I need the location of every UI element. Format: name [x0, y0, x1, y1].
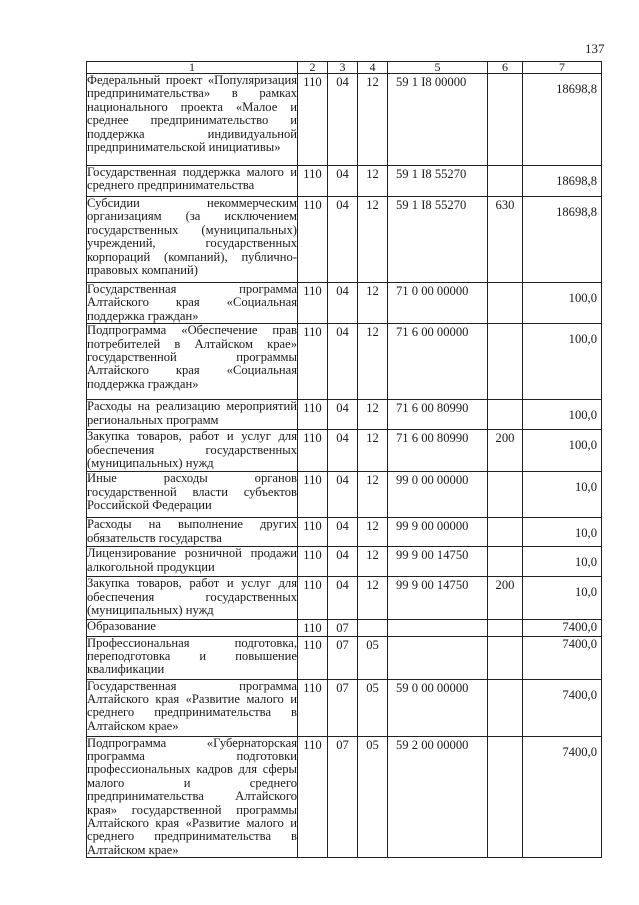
row-section-code: 04: [328, 577, 358, 620]
row-expense-type: [488, 679, 523, 736]
row-expense-type: [488, 620, 523, 636]
row-amount: 18698,8: [523, 197, 602, 283]
row-name: Профессиональная подготовка, переподготовка и повышение квалификации: [87, 636, 298, 679]
row-section-code: 07: [328, 620, 358, 636]
row-ministry-code: 110: [298, 472, 328, 518]
row-expense-type: [488, 400, 523, 430]
row-target-article: 99 9 00 14750: [388, 547, 488, 577]
table-row: [87, 577, 602, 620]
row-subsection-code: 12: [358, 430, 388, 472]
row-expense-type: 630: [488, 197, 523, 283]
row-amount: 10,0: [523, 518, 602, 547]
table-row: [87, 736, 602, 858]
table-row: [87, 472, 602, 518]
row-amount: 10,0: [523, 547, 602, 577]
table-row: [87, 547, 602, 577]
row-target-article: 99 9 00 14750: [388, 577, 488, 620]
table-header: [87, 62, 602, 74]
page-number: 137: [585, 41, 605, 56]
row-ministry-code: 110: [298, 547, 328, 577]
row-amount: 100,0: [523, 400, 602, 430]
row-name: Лицензирование розничной продажи алкогольной продукции: [87, 547, 298, 577]
row-amount: 18698,8: [523, 166, 602, 197]
row-ministry-code: 110: [298, 430, 328, 472]
row-target-article: 71 0 00 00000: [388, 283, 488, 324]
row-section-code: 04: [328, 324, 358, 400]
header-col-7: 7: [523, 62, 602, 74]
row-amount: 10,0: [523, 472, 602, 518]
row-expense-type: 200: [488, 577, 523, 620]
row-target-article: 59 1 I8 55270: [388, 166, 488, 197]
row-name: Государственная программа Алтайского края «Развитие малого и среднего предпринимательства в Алтайском крае»: [87, 679, 298, 736]
row-subsection-code: 12: [358, 518, 388, 547]
row-name: Образование: [87, 620, 298, 636]
row-subsection-code: 12: [358, 324, 388, 400]
row-section-code: 04: [328, 197, 358, 283]
table-row: [87, 518, 602, 547]
table-row: [87, 430, 602, 472]
row-expense-type: [488, 472, 523, 518]
row-amount: 7400,0: [523, 620, 602, 636]
row-subsection-code: 12: [358, 400, 388, 430]
row-target-article: 99 0 00 00000: [388, 472, 488, 518]
row-section-code: 04: [328, 472, 358, 518]
row-ministry-code: 110: [298, 636, 328, 679]
table-row: [87, 197, 602, 283]
row-expense-type: [488, 518, 523, 547]
table-row: [87, 636, 602, 679]
row-ministry-code: 110: [298, 166, 328, 197]
table-row: [87, 74, 602, 166]
row-subsection-code: 12: [358, 472, 388, 518]
row-subsection-code: 12: [358, 577, 388, 620]
row-subsection-code: 12: [358, 166, 388, 197]
row-section-code: 07: [328, 636, 358, 679]
row-name: Закупка товаров, работ и услуг для обеспечения государственных (муниципальных) нужд: [87, 577, 298, 620]
row-target-article: 59 1 I8 55270: [388, 197, 488, 283]
row-section-code: 04: [328, 547, 358, 577]
row-section-code: 07: [328, 679, 358, 736]
row-name: Государственная программа Алтайского края «Социальная поддержка граждан»: [87, 282, 297, 323]
row-amount: 7400,0: [523, 736, 602, 858]
row-amount: 18698,8: [523, 74, 602, 166]
table-row: [87, 283, 602, 324]
row-name: Подпрограмма «Обеспечение прав потребителей в Алтайском крае» государственной программы Алтайского края «Социальная поддержка граждан»: [87, 324, 298, 400]
table-row: [87, 324, 602, 400]
row-ministry-code: 110: [298, 400, 328, 430]
row-expense-type: [488, 636, 523, 679]
row-target-article: 99 9 00 00000: [388, 518, 488, 547]
table-row: [87, 620, 602, 636]
row-amount: 10,0: [523, 577, 602, 620]
row-section-code: 04: [328, 166, 358, 197]
row-subsection-code: 05: [358, 636, 388, 679]
row-amount: 100,0: [523, 430, 602, 472]
row-subsection-code: 05: [358, 679, 388, 736]
table-row: [87, 400, 602, 430]
row-expense-type: [488, 736, 523, 858]
header-row: [87, 62, 602, 74]
row-section-code: 04: [328, 74, 358, 166]
row-target-article: 59 2 00 00000: [388, 736, 488, 858]
row-name: Расходы на реализацию мероприятий региональных программ: [87, 400, 298, 430]
row-ministry-code: 110: [298, 620, 328, 636]
row-name: Расходы на выполнение других обязательств государства: [87, 518, 298, 547]
row-section-code: 07: [328, 736, 358, 858]
row-expense-type: [488, 324, 523, 400]
row-ministry-code: 110: [298, 197, 328, 283]
row-ministry-code: 110: [298, 74, 328, 166]
header-col-5: 5: [388, 62, 488, 74]
row-target-article: 71 6 00 80990: [388, 430, 488, 472]
row-name: Иные расходы органов государственной власти субъектов Российской Федерации: [87, 472, 298, 518]
budget-table: [86, 61, 602, 858]
row-section-code: 04: [328, 518, 358, 547]
table-body: [87, 74, 602, 858]
row-name: Федеральный проект «Популяризация предпринимательства» в рамках национального проекта «Малое и среднее предпринимательство и поддержка индивидуальной предпринимательской инициативы»: [87, 74, 298, 166]
row-expense-type: [488, 283, 523, 324]
row-expense-type: [488, 547, 523, 577]
header-col-3: 3: [328, 62, 358, 74]
row-ministry-code: 110: [298, 577, 328, 620]
row-target-article: 59 0 00 00000: [388, 679, 488, 736]
row-subsection-code: 05: [358, 736, 388, 858]
row-name: Закупка товаров, работ и услуг для обеспечения государственных (муниципальных) нужд: [87, 429, 297, 471]
row-expense-type: [488, 166, 523, 197]
row-name: Субсидии некоммерческим организациям (за исключением государственных (муниципальных) учреждений, государственных корпораций (компаний), публично-правовых компаний): [87, 197, 298, 283]
row-amount: 7400,0: [523, 679, 602, 736]
table-row: [87, 679, 602, 736]
header-col-4: 4: [358, 62, 388, 74]
table-row: [87, 166, 602, 197]
row-section-code: 04: [328, 430, 358, 472]
row-section-code: 04: [328, 283, 358, 324]
row-target-article: [388, 620, 488, 636]
row-expense-type: [488, 74, 523, 166]
header-col-2: 2: [298, 62, 328, 74]
row-ministry-code: 110: [298, 283, 328, 324]
row-amount: 100,0: [523, 324, 602, 400]
row-ministry-code: 110: [298, 518, 328, 547]
row-subsection-code: [358, 620, 388, 636]
row-ministry-code: 110: [298, 736, 328, 858]
row-name: Подпрограмма «Губернаторская программа подготовки профессиональных кадров для сферы малого и среднего предпринимательства Алтайского края» государственной программы Алтайского края «Развитие малого и среднего предпринимательства в Алтайском крае»: [87, 735, 297, 857]
row-amount: 7400,0: [523, 636, 602, 679]
row-section-code: 04: [328, 400, 358, 430]
row-target-article: 59 1 I8 00000: [388, 74, 488, 166]
header-col-1: 1: [87, 62, 298, 74]
row-expense-type: 200: [488, 430, 523, 472]
row-subsection-code: 12: [358, 74, 388, 166]
row-name: Государственная поддержка малого и среднего предпринимательства: [87, 166, 298, 197]
row-subsection-code: 12: [358, 283, 388, 324]
row-target-article: 71 6 00 80990: [388, 400, 488, 430]
row-ministry-code: 110: [298, 324, 328, 400]
row-ministry-code: 110: [298, 679, 328, 736]
row-subsection-code: 12: [358, 197, 388, 283]
row-target-article: [388, 636, 488, 679]
header-col-6: 6: [488, 62, 523, 74]
row-subsection-code: 12: [358, 547, 388, 577]
row-amount: 100,0: [523, 283, 602, 324]
row-target-article: 71 6 00 00000: [388, 324, 488, 400]
